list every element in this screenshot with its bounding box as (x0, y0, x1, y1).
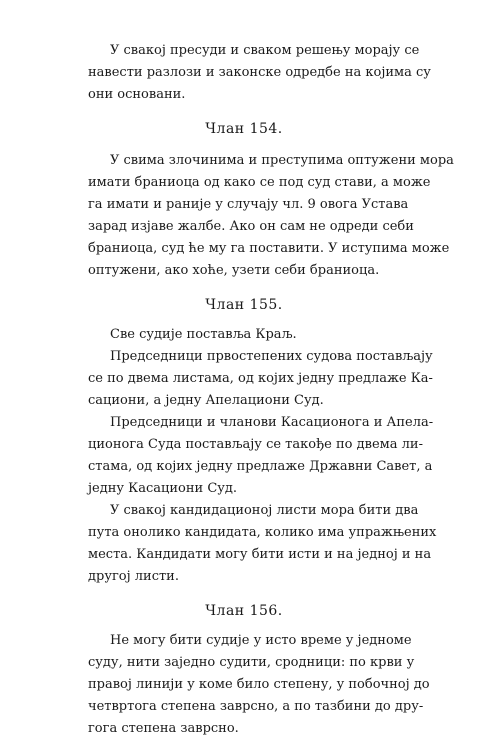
paragraph-candidate-lists (88, 500, 437, 588)
text-line: У свакој пресуди и сваком решењу морају се (110, 43, 420, 58)
text-line: ционога Суда постављају се такође по двема ли- (88, 437, 423, 452)
paragraph-cassation-appellate (88, 412, 434, 500)
text-line: пута онолико кандидата, колико има упражњених (88, 525, 437, 540)
text-line: сациони, а једну Апелациони Суд. (88, 393, 324, 408)
text-line: Председници и чланови Касационога и Апела- (110, 415, 434, 430)
text-line: четвртога степена заврсно, а по тазбини до дру- (88, 699, 424, 714)
text-line: места. Кандидати могу бити исти и на једној и на (88, 547, 432, 562)
text-line: У свакој кандидационој листи мора бити два (110, 503, 419, 518)
text-line: једну Касациони Суд. (88, 481, 238, 496)
text-line: браниоца, суд ће му га поставити. У иступима може (88, 241, 450, 256)
text-line: стама, од којих једну предлаже Државни Савет, а (88, 459, 433, 474)
text-line: суду, нити заједно судити, сродници: по крви у (88, 655, 415, 670)
article-heading-156: Члан 156. (205, 603, 283, 619)
paragraph-judges-appointed (88, 324, 400, 346)
text-line: навести разлози и законске одредбе на којима су (88, 65, 431, 80)
paragraph-first-instance-presidents (88, 346, 433, 412)
text-line: зарад изјаве жалбе. Ако он сам не одреди себи (88, 219, 414, 234)
text-line: имати браниоца од како се под суд стави, а може (88, 175, 431, 190)
document-page (88, 40, 454, 740)
text-line: они основани. (88, 87, 186, 102)
text-line: правој линији у коме било степену, у побочној до (88, 677, 430, 692)
article-heading-155: Члан 155. (205, 297, 283, 313)
text-line: се по двема листама, од којих једну предлаже Ка- (88, 371, 433, 386)
paragraph-relatives-judges (88, 630, 430, 740)
text-line: гога степена заврсно. (88, 721, 239, 736)
text-line: Не могу бити судије у исто време у једноме (110, 633, 412, 648)
text-line: га имати и раније у случају чл. 9 овога Устава (88, 197, 409, 212)
text-line: Све судије поставља Краљ. (110, 327, 297, 342)
article-heading-154: Члан 154. (205, 121, 283, 137)
text-line: У свима злочинима и преступима оптужени мора (110, 153, 454, 168)
paragraph-judgment-reasons (88, 40, 431, 106)
text-line: оптужени, ако хоће, узети себи браниоца. (88, 263, 380, 278)
text-line: другој листи. (88, 569, 179, 584)
text-line: Председници првостепених судова постављају (110, 349, 433, 364)
paragraph-defense-counsel (88, 150, 454, 282)
